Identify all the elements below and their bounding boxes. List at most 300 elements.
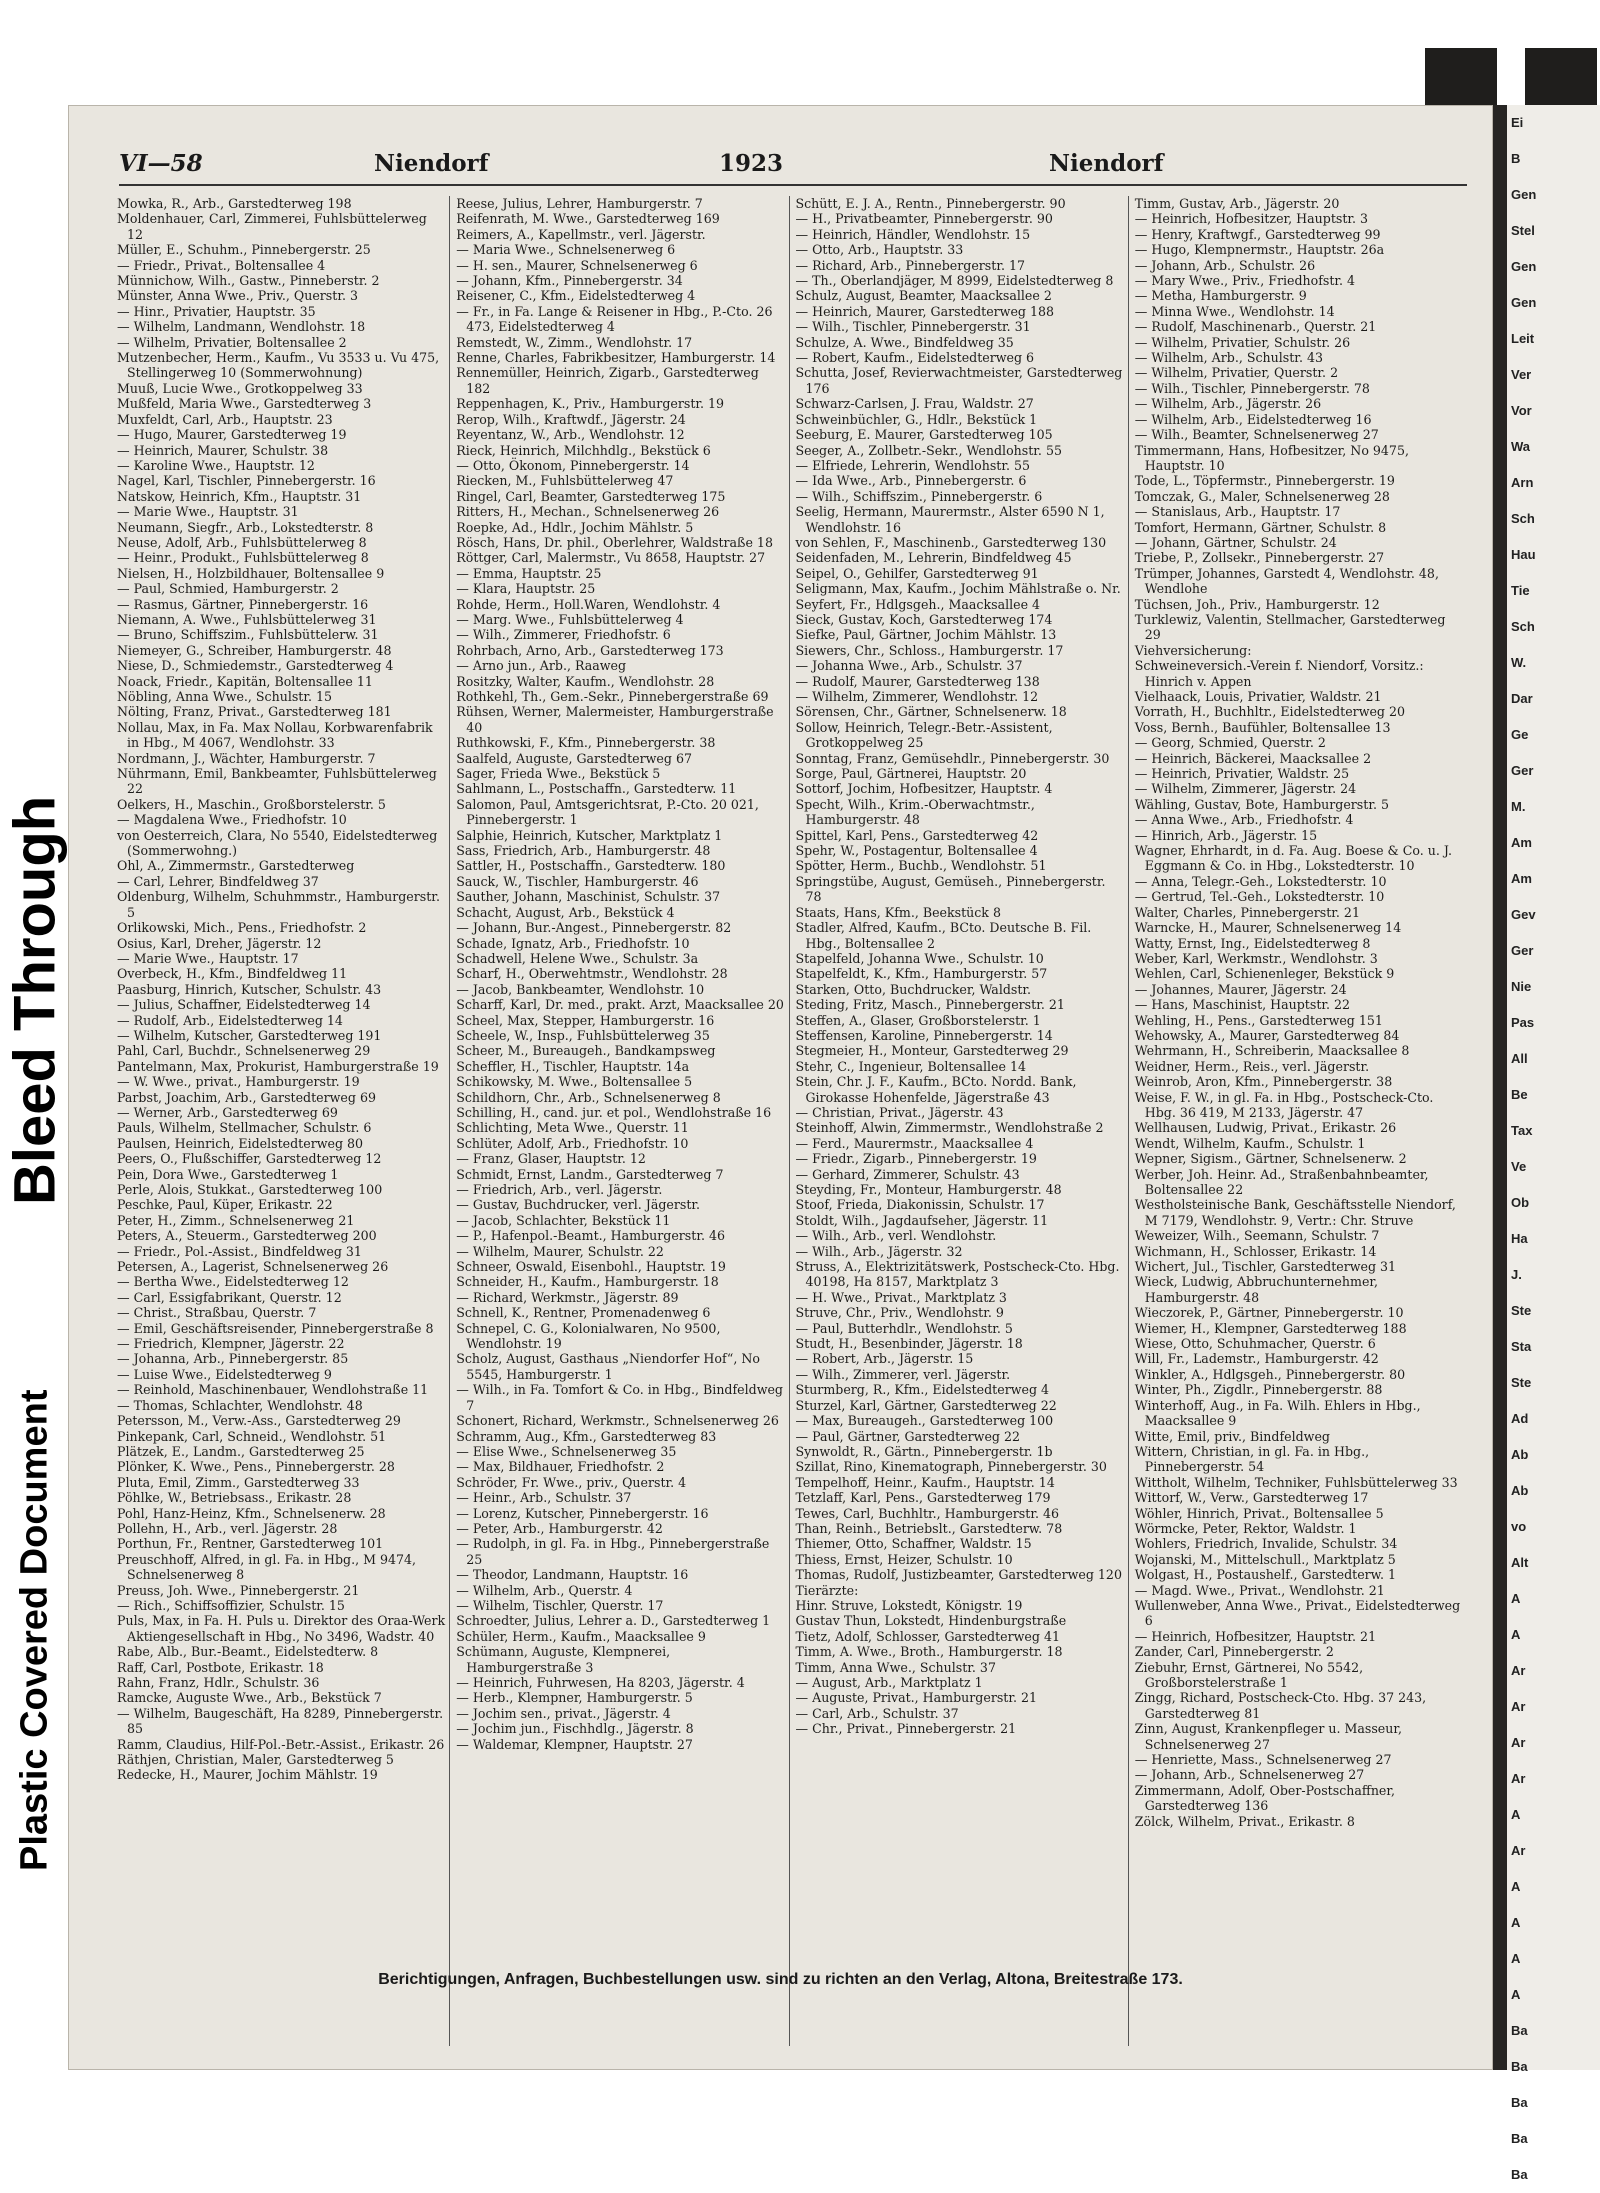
directory-entry: — Stanislaus, Arb., Hauptstr. 17 bbox=[1134, 504, 1341, 520]
directory-entry: — Wilhelm, Maurer, Schulstr. 22 bbox=[456, 1243, 664, 1259]
directory-entry: — Heinrich, Maurer, Garstedterweg 188 bbox=[795, 303, 1055, 319]
directory-entry: Schnepel, C. G., Kolonialwaren, No 9500, Wendlohstr. 19 bbox=[456, 1320, 721, 1352]
directory-entry: — W. Wwe., privat., Hamburgerstr. 19 bbox=[117, 1074, 360, 1090]
directory-entry: Schnell, K., Rentner, Promenadenweg 6 bbox=[456, 1305, 711, 1321]
directory-entry: — Rudolph, in gl. Fa. in Hbg., Pinnebergerstraße 25 bbox=[456, 1536, 770, 1567]
directory-entry: Rothkehl, Th., Gem.-Sekr., Pinnebergerstraße 69 bbox=[456, 689, 769, 704]
directory-entry: Pein, Dora Wwe., Garstedterweg 1 bbox=[117, 1166, 339, 1182]
directory-entry: — Auguste, Privat., Hamburgerstr. 21 bbox=[795, 1690, 1038, 1706]
directory-entry: Tietz, Adolf, Schlosser, Garstedterweg 41 bbox=[795, 1628, 1060, 1644]
directory-entry: — Julius, Schaffner, Eidelstedterweg 14 bbox=[117, 997, 371, 1013]
next-page-edge bbox=[1507, 105, 1600, 2182]
next-page-fragment: Ar bbox=[1511, 1843, 1526, 1858]
directory-entry: Preuss, Joh. Wwe., Pinnebergerstr. 21 bbox=[117, 1582, 360, 1598]
directory-entry: — Heinrich, Hofbesitzer, Hauptstr. 21 bbox=[1134, 1628, 1377, 1644]
directory-entry: Timm, A. Wwe., Broth., Hamburgerstr. 18 bbox=[795, 1644, 1063, 1660]
directory-entry: Tüchsen, Joh., Priv., Hamburgerstr. 12 bbox=[1134, 596, 1380, 612]
next-page-fragment: Ba bbox=[1511, 2131, 1528, 2146]
directory-entry: — Ida Wwe., Arb., Pinnebergerstr. 6 bbox=[795, 473, 1027, 489]
directory-entry: Wohlers, Friedrich, Invalide, Schulstr. 34 bbox=[1134, 1536, 1398, 1552]
directory-entry: Scharf, H., Oberwehtmstr., Wendlohstr. 28 bbox=[456, 966, 728, 982]
directory-entry: Petersson, M., Verw.-Ass., Garstedterweg 29 bbox=[117, 1413, 401, 1429]
directory-entry: — Carl, Lehrer, Bindfeldweg 37 bbox=[117, 873, 319, 889]
directory-entry: — Henriette, Mass., Schnelsenerweg 27 bbox=[1134, 1752, 1392, 1768]
directory-entry: Ramm, Claudius, Hilf-Pol.-Betr.-Assist., Erikastr. 26 bbox=[117, 1736, 445, 1752]
directory-entry: Timm, Gustav, Arb., Jägerstr. 20 bbox=[1134, 196, 1340, 211]
bleed-through-label: Bleed Through bbox=[2, 795, 68, 1205]
directory-entry: — Hugo, Maurer, Garstedterweg 19 bbox=[117, 427, 347, 443]
directory-entry: Siefke, Paul, Gärtner, Jochim Mählstr. 13 bbox=[795, 627, 1057, 643]
directory-entry: — Heinrich, Bäckerei, Maacksallee 2 bbox=[1134, 750, 1372, 766]
next-page-fragment: Stel bbox=[1511, 223, 1535, 238]
directory-entry: — Anna Wwe., Arb., Friedhofstr. 4 bbox=[1134, 812, 1354, 828]
next-page-fragment: Ba bbox=[1511, 2059, 1528, 2074]
directory-entry: — Richard, Werkmstr., Jägerstr. 89 bbox=[456, 1289, 679, 1305]
directory-entry: Sauck, W., Tischler, Hamburgerstr. 46 bbox=[456, 873, 699, 889]
next-page-fragment: Wa bbox=[1511, 439, 1531, 454]
directory-entry: — Johanna Wwe., Arb., Schulstr. 37 bbox=[795, 658, 1023, 674]
directory-entry: Ritters, H., Mechan., Schnelsenerweg 26 bbox=[456, 504, 720, 520]
next-page-fragment: Ar bbox=[1511, 1699, 1526, 1714]
directory-columns bbox=[117, 196, 1467, 2046]
next-page-fragment: Ar bbox=[1511, 1771, 1526, 1786]
directory-entry: Wiemer, H., Klempner, Garstedterweg 188 bbox=[1134, 1320, 1407, 1336]
next-page-fragment: Ver bbox=[1511, 367, 1532, 382]
header-town-right: Niendorf bbox=[1049, 150, 1164, 177]
directory-entry: Watty, Ernst, Ing., Eidelstedterweg 8 bbox=[1134, 935, 1371, 951]
directory-entry: Nollau, Max, in Fa. Max Nollau, Korbwarenfabrik in Hbg., M 4067, Wendlohstr. 33 bbox=[117, 719, 433, 751]
directory-entry: — Gustav, Buchdrucker, verl. Jägerstr. bbox=[456, 1197, 701, 1213]
directory-entry: von Oesterreich, Clara, No 5540, Eidelstedterweg (Sommerwohng.) bbox=[117, 827, 438, 859]
directory-entry: Reimers, A., Kapellmstr., verl. Jägerstr. bbox=[456, 226, 706, 242]
directory-entry: Mowka, R., Arb., Garstedterweg 198 bbox=[117, 196, 352, 211]
directory-entry: Rieck, Heinrich, Milchhdlg., Bekstück 6 bbox=[456, 442, 711, 458]
directory-entry: Orlikowski, Mich., Pens., Friedhofstr. 2 bbox=[117, 920, 367, 936]
directory-entry: — Johannes, Maurer, Jägerstr. 24 bbox=[1134, 981, 1347, 997]
directory-entry: Wittern, Christian, in gl. Fa. in Hbg., Pinnebergerstr. 54 bbox=[1134, 1443, 1370, 1475]
directory-entry: — Christ., Straßbau, Querstr. 7 bbox=[117, 1305, 317, 1321]
directory-entry: Stoldt, Wilh., Jagdaufseher, Jägerstr. 11 bbox=[795, 1212, 1049, 1228]
directory-entry: Peters, A., Steuerm., Garstedterweg 200 bbox=[117, 1228, 377, 1244]
directory-entry: Niemann, A. Wwe., Fuhlsbüttelerweg 31 bbox=[117, 611, 377, 627]
directory-entry: — Klara, Hauptstr. 25 bbox=[456, 581, 596, 597]
directory-entry: Wagner, Ehrhardt, in d. Fa. Aug. Boese & Co. u. J. Eggmann & Co. in Hbg., Lokstedterstr. 10 bbox=[1134, 843, 1452, 874]
next-page-fragment: Ab bbox=[1511, 1483, 1529, 1498]
directory-entry: — Carl, Arb., Schulstr. 37 bbox=[795, 1705, 959, 1721]
directory-entry: Schulze, A. Wwe., Bindfeldweg 35 bbox=[795, 334, 1014, 350]
directory-entry: Pantelmann, Max, Prokurist, Hamburgerstraße 19 bbox=[117, 1058, 439, 1074]
directory-entry: — Th., Oberlandjäger, M 8999, Eidelstedterweg 8 bbox=[795, 273, 1114, 289]
directory-entry: — Heinrich, Fuhrwesen, Ha 8203, Jägerstr. 4 bbox=[456, 1675, 745, 1690]
directory-entry: Niemeyer, G., Schreiber, Hamburgerstr. 48 bbox=[117, 642, 392, 658]
directory-entry: — Paul, Butterhdlr., Wendlohstr. 5 bbox=[795, 1320, 1013, 1336]
next-page-fragment: A bbox=[1511, 1807, 1521, 1822]
directory-entry: Sturmberg, R., Kfm., Eidelstedterweg 4 bbox=[795, 1382, 1050, 1398]
directory-entry: Sieck, Gustav, Koch, Garstedterweg 174 bbox=[795, 611, 1053, 627]
directory-entry: Schramm, Aug., Kfm., Garstedterweg 83 bbox=[456, 1428, 717, 1444]
directory-entry: Scholz, August, Gasthaus „Niendorfer Hof“, No 5545, Hamburgerstr. 1 bbox=[456, 1351, 760, 1382]
directory-entry: — Wilh., Arb., Jägerstr. 32 bbox=[795, 1243, 963, 1259]
directory-entry: Voss, Bernh., Baufühler, Boltensallee 13 bbox=[1134, 719, 1391, 735]
directory-entry: Seyfert, Fr., Hdlgsgeh., Maacksallee 4 bbox=[795, 596, 1041, 612]
directory-entry: Schweinbüchler, G., Hdlr., Bekstück 1 bbox=[795, 411, 1038, 427]
directory-entry: — Heinrich, Hofbesitzer, Hauptstr. 3 bbox=[1134, 211, 1369, 227]
directory-entry: Spötter, Herm., Buchb., Wendlohstr. 51 bbox=[795, 858, 1047, 874]
header-town-left: Niendorf bbox=[374, 150, 489, 177]
directory-entry: — Wilh., Zimmerer, Friedhofstr. 6 bbox=[456, 627, 671, 643]
directory-entry: — Wilhelm, Zimmerer, Jägerstr. 24 bbox=[1134, 781, 1357, 797]
directory-entry: Walter, Charles, Pinnebergerstr. 21 bbox=[1134, 904, 1360, 920]
directory-entry: — Wilh., Beamter, Schnelsenerweg 27 bbox=[1134, 427, 1379, 443]
directory-entry: Wolgast, H., Postaushelf., Garstedterw. 1 bbox=[1134, 1567, 1396, 1583]
directory-entry: Saalfeld, Auguste, Garstedterweg 67 bbox=[456, 750, 692, 766]
directory-entry: — Rudolf, Maschinenarb., Querstr. 21 bbox=[1134, 319, 1377, 335]
directory-entry: Rositzky, Walter, Kaufm., Wendlohstr. 28 bbox=[456, 673, 715, 689]
directory-entry: von Sehlen, F., Maschinenb., Garstedterweg 130 bbox=[795, 534, 1107, 550]
directory-entry: Schweineversich.-Verein f. Niendorf, Vorsitz.: Hinrich v. Appen bbox=[1134, 658, 1424, 689]
directory-entry: Schacht, August, Arb., Bekstück 4 bbox=[456, 904, 675, 920]
book-spine bbox=[1493, 105, 1507, 2070]
next-page-fragment: A bbox=[1511, 1951, 1521, 1966]
directory-entry: Räthjen, Christian, Maler, Garstedterweg 5 bbox=[117, 1752, 394, 1768]
directory-entry: — Wilhelm, Arb., Querstr. 4 bbox=[456, 1582, 633, 1598]
directory-entry: Turklewiz, Valentin, Stellmacher, Garstedterweg 29 bbox=[1134, 611, 1446, 643]
directory-column bbox=[1135, 196, 1467, 2046]
directory-entry: — P., Hafenpol.-Beamt., Hamburgerstr. 46 bbox=[456, 1228, 726, 1244]
directory-entry: Schneider, H., Kaufm., Hamburgerstr. 18 bbox=[456, 1274, 719, 1290]
next-page-fragment: Ba bbox=[1511, 2167, 1528, 2182]
next-page-fragment: Dar bbox=[1511, 691, 1533, 706]
directory-entry: Wieck, Ludwig, Abbruchunternehmer, Hamburgerstr. 48 bbox=[1134, 1274, 1379, 1305]
directory-entry: — Paul, Schmied, Hamburgerstr. 2 bbox=[117, 581, 339, 597]
directory-entry: Winter, Ph., Zigdlr., Pinnebergerstr. 88 bbox=[1134, 1382, 1383, 1398]
directory-entry: Renne, Charles, Fabrikbesitzer, Hamburgerstr. 14 bbox=[456, 350, 776, 366]
directory-entry: Schwarz-Carlsen, J. Frau, Waldstr. 27 bbox=[795, 396, 1034, 412]
directory-entry: — Luise Wwe., Eidelstedterweg 9 bbox=[117, 1366, 332, 1382]
directory-entry: Seeburg, E. Maurer, Garstedterweg 105 bbox=[795, 427, 1053, 443]
next-page-fragment: Pas bbox=[1511, 1015, 1535, 1030]
next-page-fragment: Arn bbox=[1511, 475, 1534, 490]
directory-entry: Schadwell, Helene Wwe., Schulstr. 3a bbox=[456, 950, 699, 966]
directory-page bbox=[68, 105, 1493, 2070]
directory-entry: Tempelhoff, Heinr., Kaufm., Hauptstr. 14 bbox=[795, 1474, 1055, 1490]
directory-entry: Schmidt, Ernst, Landm., Garstedterweg 7 bbox=[456, 1166, 724, 1182]
directory-entry: Scharff, Karl, Dr. med., prakt. Arzt, Maacksallee 20 bbox=[456, 997, 784, 1013]
directory-entry: Sorge, Paul, Gärtnerei, Hauptstr. 20 bbox=[795, 766, 1027, 782]
directory-entry: — Thomas, Schlachter, Wendlohstr. 48 bbox=[117, 1397, 363, 1413]
directory-entry: Niese, D., Schmiedemstr., Garstedterweg 4 bbox=[117, 658, 394, 674]
directory-entry: — Wilhelm, Privatier, Querstr. 2 bbox=[1134, 365, 1339, 381]
directory-entry: Reyentanz, W., Arb., Wendlohstr. 12 bbox=[456, 427, 685, 443]
directory-entry: Oelkers, H., Maschin., Großborstelerstr. 5 bbox=[117, 796, 386, 812]
directory-entry: Schneer, Oswald, Eisenbohl., Hauptstr. 19 bbox=[456, 1259, 726, 1275]
directory-entry: Ringel, Carl, Beamter, Garstedterweg 175 bbox=[456, 488, 726, 504]
directory-entry: Oldenburg, Wilhelm, Schuhmmstr., Hamburgerstr. 5 bbox=[117, 889, 440, 920]
directory-entry: Tierärzte: bbox=[795, 1582, 859, 1598]
directory-entry: Schüler, Herm., Kaufm., Maacksallee 9 bbox=[456, 1628, 706, 1644]
directory-entry: Perle, Alois, Stukkat., Garstedterweg 100 bbox=[117, 1182, 383, 1197]
directory-entry: — Wilh., Tischler, Pinnebergerstr. 31 bbox=[795, 319, 1031, 335]
directory-entry: Osius, Karl, Dreher, Jägerstr. 12 bbox=[117, 935, 322, 951]
directory-entry: — Johann, Kfm., Pinnebergerstr. 34 bbox=[456, 273, 683, 289]
directory-entry: — Magd. Wwe., Privat., Wendlohstr. 21 bbox=[1134, 1582, 1385, 1598]
directory-entry: Münnichow, Wilh., Gastw., Pinneberstr. 2 bbox=[117, 273, 380, 289]
next-page-fragment: Ba bbox=[1511, 2095, 1528, 2110]
directory-entry: Wittorf, W., Verw., Garstedterweg 17 bbox=[1134, 1490, 1369, 1506]
directory-entry: Schulz, August, Beamter, Maacksallee 2 bbox=[795, 288, 1052, 304]
directory-entry: Schutta, Josef, Revierwachtmeister, Garstedterweg 176 bbox=[795, 365, 1123, 396]
directory-entry: Wehrmann, H., Schreiberin, Maacksallee 8 bbox=[1134, 1043, 1410, 1059]
directory-entry: — Christian, Privat., Jägerstr. 43 bbox=[795, 1104, 1004, 1120]
directory-entry: Stegmeier, H., Monteur, Garstedterweg 29 bbox=[795, 1043, 1069, 1059]
next-page-fragment: Am bbox=[1511, 835, 1532, 850]
directory-entry: Roepke, Ad., Hdlr., Jochim Mählstr. 5 bbox=[456, 519, 694, 535]
directory-entry: — Johann, Arb., Schnelsenerweg 27 bbox=[1134, 1767, 1365, 1783]
directory-entry: Reese, Julius, Lehrer, Hamburgerstr. 7 bbox=[456, 196, 703, 211]
next-page-fragment: Leit bbox=[1511, 331, 1535, 346]
directory-entry: — Ferd., Maurermstr., Maacksallee 4 bbox=[795, 1135, 1034, 1151]
directory-entry: — Wilhelm, Tischler, Querstr. 17 bbox=[456, 1597, 664, 1613]
page-number: VI—58 bbox=[119, 150, 203, 177]
directory-entry: Nöbling, Anna Wwe., Schulstr. 15 bbox=[117, 689, 333, 704]
directory-entry: Zingg, Richard, Postscheck-Cto. Hbg. 37 243, Garstedterweg 81 bbox=[1134, 1690, 1427, 1721]
directory-entry: Müller, E., Schuhm., Pinnebergerstr. 25 bbox=[117, 242, 371, 258]
directory-entry: — Friedrich, Arb., verl. Jägerstr. bbox=[456, 1182, 663, 1197]
directory-entry: Sollow, Heinrich, Telegr.-Betr.-Assistent, Grotkoppelweg 25 bbox=[795, 719, 1053, 751]
directory-entry: — Werner, Arb., Garstedterweg 69 bbox=[117, 1104, 338, 1120]
directory-entry: Nagel, Karl, Tischler, Pinnebergerstr. 16 bbox=[117, 473, 376, 489]
next-page-fragment: A bbox=[1511, 1879, 1521, 1894]
directory-entry: Schroedter, Julius, Lehrer a. D., Garstedterweg 1 bbox=[456, 1613, 771, 1629]
directory-entry: Parbst, Joachim, Arb., Garstedterweg 69 bbox=[117, 1089, 376, 1105]
directory-entry: Steding, Fritz, Masch., Pinnebergerstr. 21 bbox=[795, 997, 1065, 1013]
directory-entry: Rühsen, Werner, Malermeister, Hamburgerstraße 40 bbox=[456, 704, 774, 735]
directory-entry: Petersen, A., Lagerist, Schnelsenerweg 26 bbox=[117, 1259, 389, 1275]
directory-entry: — Friedrich, Klempner, Jägerstr. 22 bbox=[117, 1336, 345, 1352]
directory-entry: Rohde, Herm., Holl.Waren, Wendlohstr. 4 bbox=[456, 596, 721, 612]
directory-entry: — Johanna, Arb., Pinnebergerstr. 85 bbox=[117, 1351, 349, 1367]
directory-entry: Seligmann, Max, Kaufm., Jochim Mählstraße o. Nr. bbox=[795, 581, 1121, 597]
directory-entry: Tode, L., Töpfermstr., Pinnebergerstr. 19 bbox=[1134, 473, 1395, 489]
header-year: 1923 bbox=[719, 150, 784, 177]
directory-entry: Porthun, Fr., Rentner, Garstedterweg 101 bbox=[117, 1536, 384, 1552]
directory-entry: Moldenhauer, Carl, Zimmerei, Fuhlsbüttelerweg 12 bbox=[117, 211, 427, 242]
directory-entry: — H., Privatbeamter, Pinnebergerstr. 90 bbox=[795, 211, 1053, 227]
directory-entry: Nordmann, J., Wächter, Hamburgerstr. 7 bbox=[117, 750, 376, 766]
directory-entry: — Wilhelm, Arb., Eidelstedterweg 16 bbox=[1134, 411, 1372, 427]
directory-entry: — Wilh., Zimmerer, verl. Jägerstr. bbox=[795, 1366, 1011, 1382]
next-page-fragment: All bbox=[1511, 1051, 1528, 1066]
directory-entry: — Otto, Ökonom, Pinnebergerstr. 14 bbox=[456, 457, 690, 473]
directory-entry: Zimmermann, Adolf, Ober-Postschaffner, Garstedterweg 136 bbox=[1134, 1782, 1396, 1814]
directory-entry: — Carl, Essigfabrikant, Querstr. 12 bbox=[117, 1289, 342, 1305]
directory-entry: Pohl, Hanz-Heinz, Kfm., Schnelsenerw. 28 bbox=[117, 1505, 386, 1521]
directory-entry: Steyding, Fr., Monteur, Hamburgerstr. 48 bbox=[795, 1182, 1062, 1197]
directory-entry: — Peter, Arb., Hamburgerstr. 42 bbox=[456, 1520, 663, 1536]
directory-entry: Peers, O., Flußschiffer, Garstedterweg 12 bbox=[117, 1151, 382, 1167]
directory-entry: Schade, Ignatz, Arb., Friedhofstr. 10 bbox=[456, 935, 690, 951]
directory-entry: Pinkepank, Carl, Schneid., Wendlohstr. 51 bbox=[117, 1428, 387, 1444]
directory-entry: Wendt, Wilhelm, Kaufm., Schulstr. 1 bbox=[1134, 1135, 1366, 1151]
directory-entry: Salomon, Paul, Amtsgerichtsrat, P.-Cto. 20 021, Pinnebergerstr. 1 bbox=[456, 796, 759, 828]
directory-entry: Salphie, Heinrich, Kutscher, Marktplatz 1 bbox=[456, 827, 723, 843]
directory-entry: — Heinr., Produkt., Fuhlsbüttelerweg 8 bbox=[117, 550, 369, 566]
directory-entry: Sottorf, Jochim, Hofbesitzer, Hauptstr. 4 bbox=[795, 781, 1053, 797]
directory-entry: Steinhoff, Alwin, Zimmermstr., Wendlohstraße 2 bbox=[795, 1120, 1104, 1136]
directory-entry: — Wilh., Tischler, Pinnebergerstr. 78 bbox=[1134, 380, 1370, 396]
next-page-fragment: A bbox=[1511, 1915, 1521, 1930]
directory-entry: Wörmcke, Peter, Rektor, Waldstr. 1 bbox=[1134, 1520, 1357, 1536]
directory-entry: — Wilhelm, Landmann, Wendlohstr. 18 bbox=[117, 319, 366, 335]
directory-entry: Weweizer, Wilh., Seemann, Schulstr. 7 bbox=[1134, 1228, 1380, 1244]
directory-entry: Scheel, Max, Stepper, Hamburgerstr. 16 bbox=[456, 1012, 715, 1028]
directory-entry: Schümann, Auguste, Klempnerei, Hamburgerstraße 3 bbox=[456, 1644, 671, 1675]
directory-entry: Studt, H., Besenbinder, Jägerstr. 18 bbox=[795, 1336, 1023, 1352]
directory-entry: — Jacob, Bankbeamter, Wendlohstr. 10 bbox=[456, 981, 705, 997]
directory-entry: Wellhausen, Ludwig, Privat., Erikastr. 26 bbox=[1134, 1120, 1397, 1136]
directory-entry: — Heinrich, Privatier, Waldstr. 25 bbox=[1134, 766, 1350, 782]
directory-entry: Schröder, Fr. Wwe., priv., Querstr. 4 bbox=[456, 1474, 687, 1490]
directory-entry: Thomas, Rudolf, Justizbeamter, Garstedterweg 120 bbox=[795, 1567, 1122, 1583]
directory-entry: Specht, Wilh., Krim.-Oberwachtmstr., Hamburgerstr. 48 bbox=[795, 796, 1035, 828]
directory-entry: Struve, Chr., Priv., Wendlohstr. 9 bbox=[795, 1305, 1004, 1321]
directory-entry: — Gertrud, Tel.-Geh., Lokstedterstr. 10 bbox=[1134, 889, 1385, 905]
directory-entry: Sturzel, Karl, Gärtner, Garstedterweg 22 bbox=[795, 1397, 1057, 1413]
directory-entry: — Robert, Kaufm., Eidelstedterweg 6 bbox=[795, 350, 1035, 366]
directory-entry: — Wilhelm, Arb., Schulstr. 43 bbox=[1134, 350, 1323, 366]
directory-entry: Triebe, P., Zollsekr., Pinnebergerstr. 27 bbox=[1134, 550, 1385, 566]
directory-entry: Sörensen, Chr., Gärtner, Schnelsenerw. 18 bbox=[795, 704, 1067, 720]
directory-entry: — H. Wwe., Privat., Marktplatz 3 bbox=[795, 1289, 1007, 1305]
directory-entry: — August, Arb., Marktplatz 1 bbox=[795, 1675, 983, 1690]
next-page-fragment: Ar bbox=[1511, 1735, 1526, 1750]
directory-entry: Ruthkowski, F., Kfm., Pinnebergerstr. 38 bbox=[456, 735, 716, 751]
directory-entry: — Minna Wwe., Wendlohstr. 14 bbox=[1134, 303, 1335, 319]
directory-entry: Wähling, Gustav, Bote, Hamburgerstr. 5 bbox=[1134, 796, 1389, 812]
directory-column bbox=[796, 196, 1129, 2046]
directory-entry: Pöhlke, W., Betriebsass., Erikastr. 28 bbox=[117, 1490, 352, 1506]
directory-entry: — Elise Wwe., Schnelsenerweg 35 bbox=[456, 1443, 677, 1459]
directory-entry: — Marie Wwe., Hauptstr. 31 bbox=[117, 504, 299, 520]
directory-entry: — Wilhelm, Privatier, Boltensallee 2 bbox=[117, 334, 347, 350]
directory-entry: Ramcke, Auguste Wwe., Arb., Bekstück 7 bbox=[117, 1690, 382, 1706]
header-rule bbox=[119, 184, 1467, 186]
directory-entry: — Heinrich, Händler, Wendlohstr. 15 bbox=[795, 226, 1031, 242]
directory-entry: Seipel, O., Gehilfer, Garstedterweg 91 bbox=[795, 565, 1039, 581]
directory-entry: — Hans, Maschinist, Hauptstr. 22 bbox=[1134, 997, 1351, 1013]
directory-column bbox=[456, 196, 789, 2046]
directory-entry: — Wilhelm, Privatier, Schulstr. 26 bbox=[1134, 334, 1351, 350]
directory-entry: Schonert, Richard, Werkmstr., Schnelsenerweg 26 bbox=[456, 1413, 779, 1429]
directory-entry: — Elfriede, Lehrerin, Wendlohstr. 55 bbox=[795, 457, 1031, 473]
directory-entry: Wehlen, Carl, Schienenleger, Bekstück 9 bbox=[1134, 966, 1395, 982]
directory-entry: Röttger, Carl, Malermstr., Vu 8658, Hauptstr. 27 bbox=[456, 550, 766, 566]
directory-entry: Redecke, H., Maurer, Jochim Mählstr. 19 bbox=[117, 1767, 378, 1783]
directory-entry: Muxfeldt, Carl, Arb., Hauptstr. 23 bbox=[117, 411, 333, 427]
next-page-fragment: Alt bbox=[1511, 1555, 1529, 1570]
directory-entry: Seeger, A., Zollbetr.-Sekr., Wendlohstr. 55 bbox=[795, 442, 1062, 458]
directory-entry: Neuse, Adolf, Arb., Fuhlsbüttelerweg 8 bbox=[117, 534, 367, 550]
directory-entry: Natskow, Heinrich, Kfm., Hauptstr. 31 bbox=[117, 488, 362, 504]
directory-entry: — Gerhard, Zimmerer, Schulstr. 43 bbox=[795, 1166, 1020, 1182]
directory-entry: Wittholt, Wilhelm, Techniker, Fuhlsbüttelerweg 33 bbox=[1134, 1474, 1458, 1490]
directory-entry: Scheele, W., Insp., Fuhlsbüttelerweg 35 bbox=[456, 1027, 710, 1043]
directory-entry: Puls, Max, in Fa. H. Puls u. Direktor des Oraa-Werk Aktiengesellschaft in Hbg., No 3496, Wadstr. 40 bbox=[117, 1613, 446, 1644]
directory-entry: Reisener, C., Kfm., Eidelstedterweg 4 bbox=[456, 288, 696, 304]
next-page-fragment: A bbox=[1511, 1627, 1521, 1642]
directory-entry: — Friedr., Pol.-Assist., Bindfeldweg 31 bbox=[117, 1243, 362, 1259]
directory-entry: Reppenhagen, K., Priv., Hamburgerstr. 19 bbox=[456, 396, 725, 412]
next-page-fragment: Tax bbox=[1511, 1123, 1533, 1138]
directory-entry: Neumann, Siegfr., Arb., Lokstedterstr. 8 bbox=[117, 519, 374, 535]
next-page-fragment: Gev bbox=[1511, 907, 1536, 922]
directory-entry: Schikowsky, M. Wwe., Boltensallee 5 bbox=[456, 1074, 693, 1090]
next-page-fragment: Ste bbox=[1511, 1375, 1532, 1390]
directory-entry: Wehling, H., Pens., Garstedterweg 151 bbox=[1134, 1012, 1383, 1028]
directory-entry: Stapelfeldt, K., Kfm., Hamburgerstr. 57 bbox=[795, 966, 1048, 982]
directory-entry: Schlüter, Adolf, Arb., Friedhofstr. 10 bbox=[456, 1135, 689, 1151]
directory-entry: Szillat, Rino, Kinematograph, Pinnebergerstr. 30 bbox=[795, 1459, 1107, 1475]
next-page-fragment: B bbox=[1511, 151, 1521, 166]
directory-entry: Wieczorek, P., Gärtner, Pinnebergerstr. 10 bbox=[1134, 1305, 1404, 1321]
directory-entry: — Heinrich, Maurer, Schulstr. 38 bbox=[117, 442, 329, 458]
directory-entry: Weidner, Herm., Reis., verl. Jägerstr. bbox=[1134, 1058, 1370, 1074]
next-page-fragment: vo bbox=[1511, 1519, 1527, 1534]
directory-entry: Starken, Otto, Buchdrucker, Waldstr. bbox=[795, 981, 1032, 997]
directory-entry: Nielsen, H., Holzbildhauer, Boltensallee 9 bbox=[117, 565, 385, 581]
directory-entry: — Friedr., Zigarb., Pinnebergerstr. 19 bbox=[795, 1151, 1037, 1167]
directory-entry: Tomczak, G., Maler, Schnelsenerweg 28 bbox=[1134, 488, 1390, 504]
plastic-covered-label: Plastic Covered Document bbox=[13, 1389, 56, 1871]
directory-entry: Rohrbach, Arno, Arb., Garstedterweg 173 bbox=[456, 642, 724, 658]
next-page-fragment: Gen bbox=[1511, 295, 1537, 310]
directory-entry: Paasburg, Hinrich, Kutscher, Schulstr. 43 bbox=[117, 981, 382, 997]
directory-entry: Overbeck, H., Kfm., Bindfeldweg 11 bbox=[117, 966, 348, 982]
directory-entry: Wojanski, M., Mittelschull., Marktplatz 5 bbox=[1134, 1551, 1396, 1567]
directory-entry: Schildhorn, Chr., Arb., Schnelsenerweg 8 bbox=[456, 1089, 721, 1105]
next-page-fragment: Ob bbox=[1511, 1195, 1530, 1210]
directory-entry: Trümper, Johannes, Garstedt 4, Wendlohstr. 48, Wendlohe bbox=[1134, 565, 1439, 597]
directory-entry: Gustav Thun, Lokstedt, Hindenburgstraße bbox=[795, 1613, 1067, 1629]
directory-entry: Thiemer, Otto, Schaffner, Waldstr. 15 bbox=[795, 1536, 1032, 1552]
directory-entry: Timmermann, Hans, Hofbesitzer, No 9475, Hauptstr. 10 bbox=[1134, 442, 1409, 473]
directory-entry: Seelig, Hermann, Maurermstr., Alster 6590 N 1, Wendlohstr. 16 bbox=[795, 504, 1105, 535]
next-page-fragment: Am bbox=[1511, 871, 1532, 886]
directory-entry: Rerop, Wilh., Kraftwdf., Jägerstr. 24 bbox=[456, 411, 686, 427]
directory-entry: Stapelfeld, Johanna Wwe., Schulstr. 10 bbox=[795, 950, 1044, 966]
next-page-fragment: Ve bbox=[1511, 1159, 1527, 1174]
directory-entry: Springstübe, August, Gemüseh., Pinnebergerstr. 78 bbox=[795, 873, 1106, 905]
directory-entry: — Bruno, Schiffszim., Fuhlsbüttelerw. 31 bbox=[117, 627, 379, 643]
next-page-fragment: J. bbox=[1511, 1267, 1522, 1282]
directory-entry: Zölck, Wilhelm, Privat., Erikastr. 8 bbox=[1134, 1813, 1355, 1829]
next-page-fragment: Ba bbox=[1511, 2023, 1528, 2038]
directory-entry: Zinn, August, Krankenpfleger u. Masseur, Schnelsenerweg 27 bbox=[1134, 1721, 1403, 1752]
directory-entry: Wepner, Sigism., Gärtner, Schnelsenerw. 2 bbox=[1134, 1151, 1407, 1167]
directory-entry: Sager, Frieda Wwe., Bekstück 5 bbox=[456, 766, 661, 782]
next-page-fragment: Sch bbox=[1511, 511, 1535, 526]
directory-entry: Peter, H., Zimm., Schnelsenerweg 21 bbox=[117, 1212, 355, 1228]
directory-entry: Rahn, Franz, Hdlr., Schulstr. 36 bbox=[117, 1675, 320, 1690]
directory-entry: Will, Fr., Lademstr., Hamburgerstr. 42 bbox=[1134, 1351, 1379, 1367]
directory-entry: Schilling, H., cand. jur. et pol., Wendlohstraße 16 bbox=[456, 1104, 772, 1120]
next-page-fragment: Ger bbox=[1511, 943, 1534, 958]
directory-entry: — Bertha Wwe., Eidelstedterweg 12 bbox=[117, 1274, 349, 1290]
next-page-fragment: A bbox=[1511, 1591, 1521, 1606]
directory-entry: — Wilhelm, Zimmerer, Wendlohstr. 12 bbox=[795, 689, 1039, 704]
directory-entry: — Fr., in Fa. Lange & Reisener in Hbg., P.-Cto. 26 473, Eidelstedterweg 4 bbox=[456, 303, 773, 335]
directory-entry: — Wilhelm, Arb., Jägerstr. 26 bbox=[1134, 396, 1322, 412]
